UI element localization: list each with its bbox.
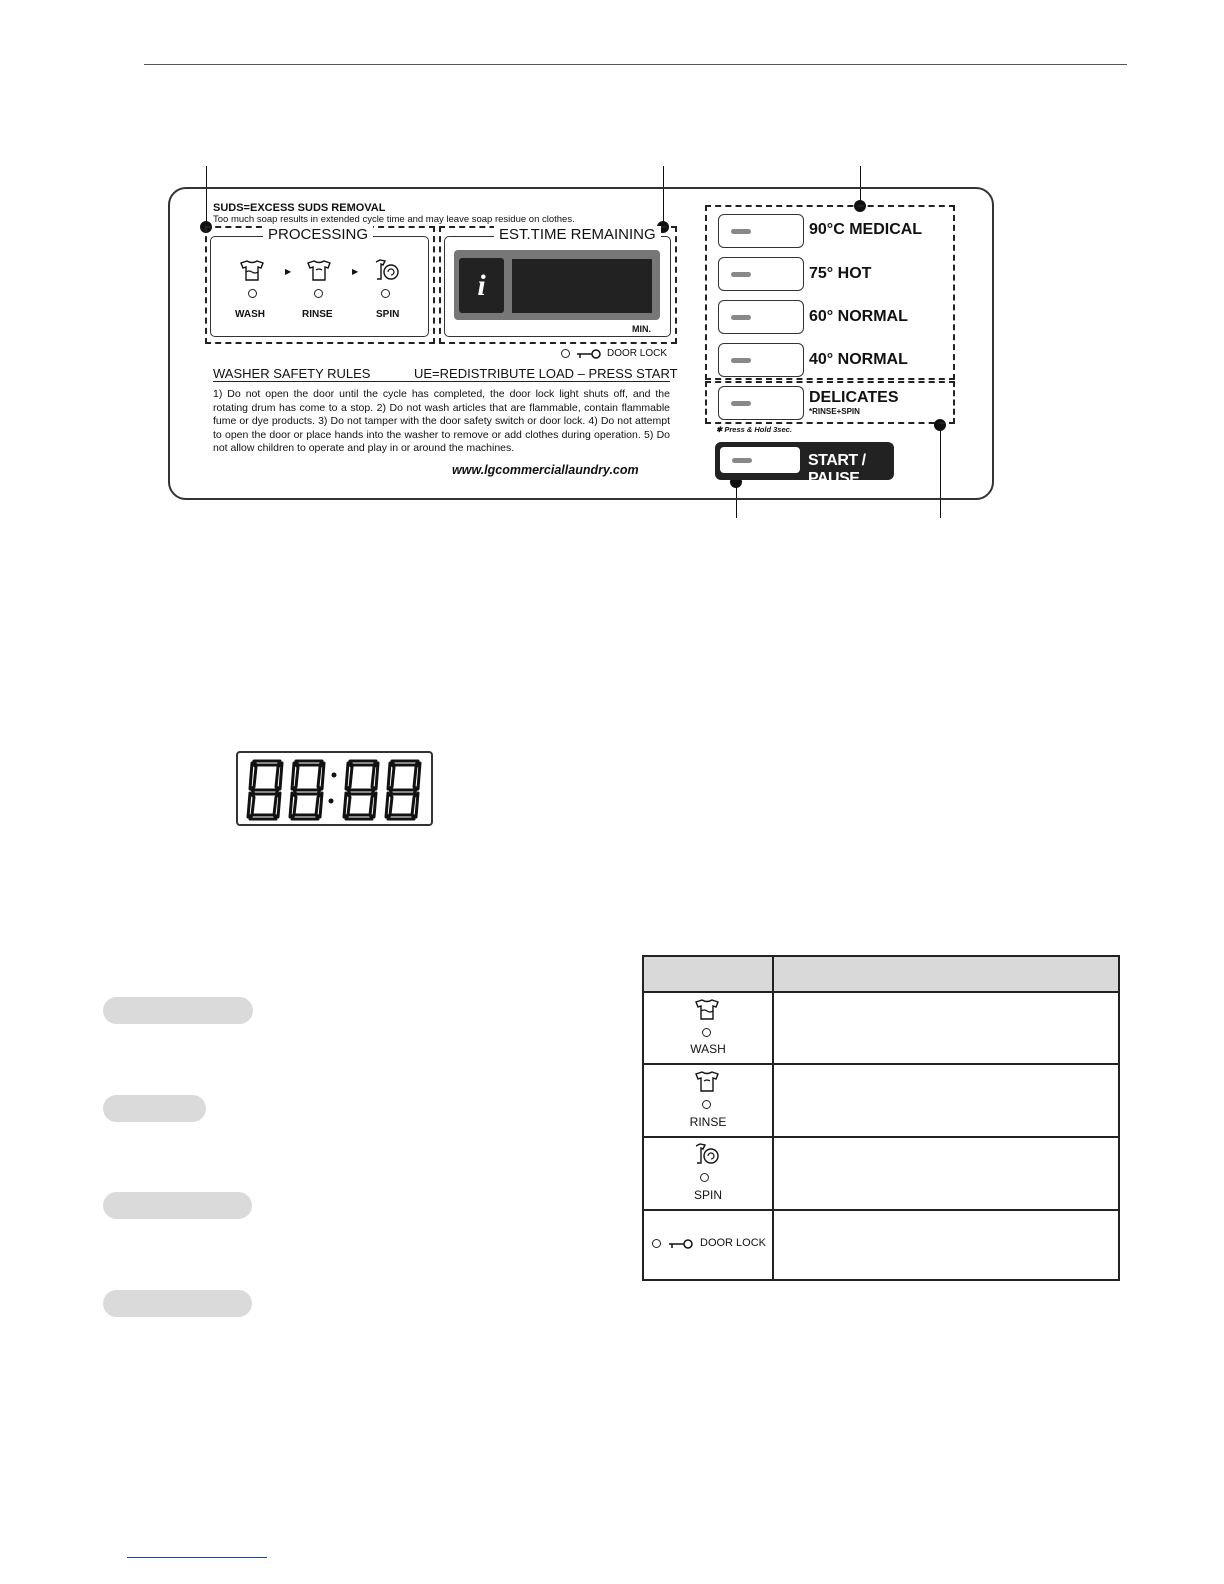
door-lock-led [652,1239,661,1248]
table-header [644,957,1118,993]
safety-rules-text: 1) Do not open the door until the cycle has completed, the door lock light shuts off, and the rotating drum has come to a stop. 2) Do not wash articles that are flammable, contain flammable fume or dye products. 3) Do not tamper with the door safety switch or door lock. 4) Do not attempt to open the door or place hands into the washer to remove or add clothes during operation. 5) Do not allow children to operate and play in or around the machines. [213,388,670,454]
cycle-button-75-hot[interactable] [718,257,804,291]
cycle-label-90-medical: 90°C MEDICAL [809,221,923,238]
table-label-spin: SPIN [693,1188,722,1202]
table-row [644,1066,772,1136]
ue-text: UE=REDISTRIBUTE LOAD – PRESS START [414,366,678,381]
processing-box [210,236,429,337]
cycle-label-75-hot: 75° HOT [809,265,872,282]
table-label-wash: WASH [690,1042,726,1056]
delicates-label: DELICATES [809,389,899,406]
time-screen [512,259,652,313]
cycle-button-40-normal[interactable] [718,343,804,377]
spin-icon [373,259,401,283]
footer-link-underline[interactable] [127,1557,267,1558]
info-icon: i [459,258,504,313]
min-label: MIN. [632,324,651,334]
table-column-divider [772,957,774,1279]
start-pause-button[interactable] [715,442,894,487]
cycle-label-60-normal: 60° NORMAL [809,308,908,325]
cycle-button-90-medical[interactable] [718,214,804,248]
rinse-led [702,1100,711,1109]
press-hold-note: ✱ Press & Hold 3sec. [716,425,792,434]
table-label-rinse: RINSE [689,1115,727,1129]
indicator-table [642,955,1120,1281]
door-lock-label: DOOR LOCK [607,348,668,359]
table-row-divider [644,1136,1118,1138]
table-row-divider [644,1209,1118,1211]
heading-pill [103,1192,252,1219]
heading-pill [103,1290,252,1317]
table-row [644,993,772,1063]
wash-led [248,289,257,298]
arrow-icon: ▶ [352,267,359,276]
spin-icon [693,1143,721,1167]
rinse-icon [693,1071,721,1093]
cycle-button-60-normal[interactable] [718,300,804,334]
suds-note: Too much soap results in extended cycle time and may leave soap residue on clothes. [213,214,575,225]
header-rule [144,64,1127,65]
door-lock-led [561,349,570,358]
rinse-led [314,289,323,298]
stage-label-wash: WASH [235,309,265,320]
heading-pill [103,997,253,1024]
table-label-door-lock: DOOR LOCK [700,1237,767,1249]
heading-pill [103,1095,206,1122]
delicates-button[interactable] [718,386,804,420]
wash-led [702,1028,711,1037]
stage-label-spin: SPIN [376,309,400,320]
table-row [644,1212,772,1279]
table-row-divider [644,1063,1118,1065]
wash-icon [238,260,266,282]
stage-label-rinse: RINSE [302,309,333,320]
table-row [644,1139,772,1209]
key-icon [667,1237,693,1249]
rinse-icon [305,260,333,282]
seven-segment-display [236,751,433,826]
processing-label: PROCESSING [263,226,373,243]
spin-led [700,1173,709,1182]
safety-title: WASHER SAFETY RULES [213,366,371,381]
est-time-label: EST.TIME REMAINING [494,226,661,243]
key-icon [575,347,601,359]
wash-icon [693,999,721,1021]
website-text: www.lgcommerciallaundry.com [452,463,639,477]
arrow-icon: ▶ [285,267,292,276]
delicates-sub: *RINSE+SPIN [809,407,860,416]
start-pause-label: START / PAUSE [808,452,866,487]
suds-title: SUDS=EXCESS SUDS REMOVAL [213,202,386,214]
spin-led [381,289,390,298]
cycle-label-40-normal: 40° NORMAL [809,351,908,368]
seven-segment-digits [238,753,431,824]
